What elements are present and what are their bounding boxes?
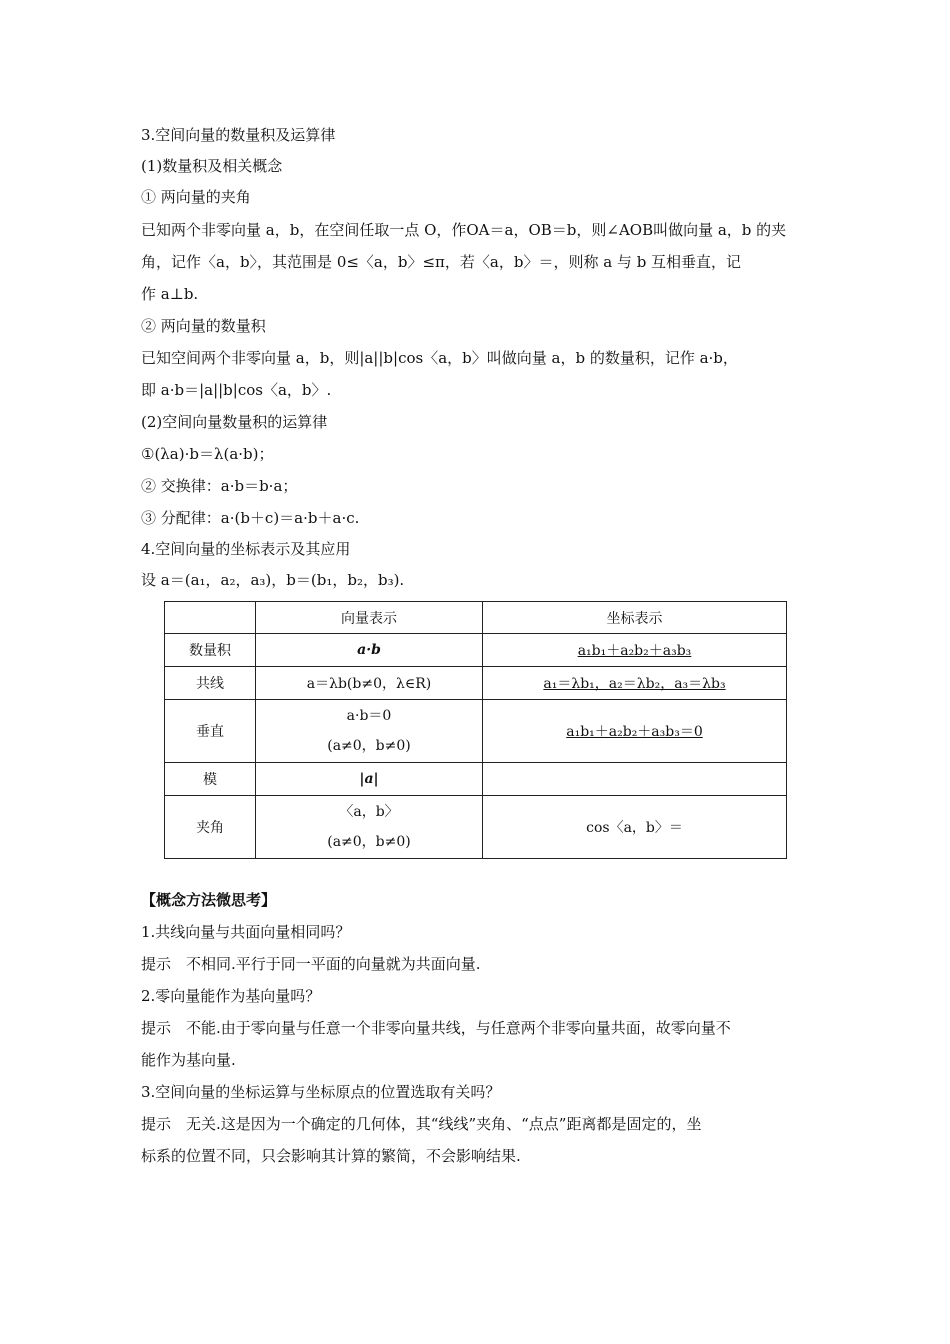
vector-form-line-2: (a≠0，b≠0): [327, 738, 411, 754]
coordinate-form-text: a₁＝λb₁，a₂＝λb₂，a₃＝λb₃: [543, 676, 726, 692]
law-commutative: ② 交换律：a·b＝b·a；: [141, 477, 298, 495]
row-label: 夹角: [165, 796, 256, 859]
vector-form-line-2: (a≠0，b≠0): [327, 834, 411, 850]
answer-3-line-2: 标系的位置不同，只会影响其计算的繁简，不会影响结果.: [141, 1147, 521, 1165]
coordinate-table: [164, 601, 787, 859]
law-1: ①(λa)·b＝λ(a·b)；: [141, 445, 274, 463]
coordinate-form: [483, 667, 787, 700]
table-header-empty: [165, 602, 256, 634]
answer-2-line-1: 提示 不能.由于零向量与任意一个非零向量共线，与任意两个非零向量共面，故零向量不: [141, 1019, 731, 1037]
table-row: [165, 667, 787, 700]
section-4-heading: 4.空间向量的坐标表示及其应用: [141, 540, 351, 558]
vector-form: a＝λb(b≠0，λ∈R): [256, 667, 483, 700]
row-label: 模: [165, 763, 256, 796]
angle-definition-line-1: 已知两个非零向量 a，b，在空间任取一点 O，作OA＝a，OB＝b，则∠AOB叫做向量 a，b 的夹: [141, 221, 787, 239]
angle-definition-line-3: 作 a⊥b.: [141, 285, 199, 303]
vector-form-line-1: a·b＝0: [346, 708, 392, 724]
table-row: [165, 763, 787, 796]
answer-3-line-1: 提示 无关.这是因为一个确定的几何体，其“线线”夹角、“点点”距离都是固定的，坐: [141, 1115, 702, 1133]
think-section-title: 【概念方法微思考】: [141, 891, 277, 909]
vector-form: [256, 700, 483, 763]
table-header-vector: 向量表示: [256, 602, 483, 634]
coordinate-form: [483, 763, 787, 796]
coordinate-form: [483, 700, 787, 763]
table-row: [165, 700, 787, 763]
row-label: 数量积: [165, 634, 256, 667]
section-3-heading: 3.空间向量的数量积及运算律: [141, 126, 336, 144]
question-1: 1.共线向量与共面向量相同吗？: [141, 923, 351, 941]
subsection-2-heading: (2)空间向量数量积的运算律: [141, 413, 328, 431]
dot-product-definition-line-1: 已知空间两个非零向量 a，b，则|a||b|cos〈a，b〉叫做向量 a，b 的数量积，记作 a·b，: [141, 349, 738, 367]
item-angle-heading: ① 两向量的夹角: [141, 188, 251, 206]
row-label: 垂直: [165, 700, 256, 763]
table-row: [165, 634, 787, 667]
answer-1: 提示 不相同.平行于同一平面的向量就为共面向量.: [141, 955, 481, 973]
question-3: 3.空间向量的坐标运算与坐标原点的位置选取有关吗？: [141, 1083, 501, 1101]
vector-form-line-1: 〈a，b〉: [339, 804, 399, 820]
angle-definition-line-2: 角，记作〈a，b〉，其范围是 0≤〈a，b〉≤π，若〈a，b〉＝，则称 a 与 b 互相垂直，记: [141, 253, 742, 271]
answer-2-line-2: 能作为基向量.: [141, 1051, 236, 1069]
coordinate-form-text: a₁b₁＋a₂b₂＋a₃b₃: [577, 643, 692, 659]
vector-form: |a|: [256, 763, 483, 796]
table-header-row: [165, 602, 787, 634]
subsection-1-heading: (1)数量积及相关概念: [141, 157, 283, 175]
question-2: 2.零向量能作为基向量吗？: [141, 987, 321, 1005]
coordinate-form: cos〈a，b〉＝: [483, 796, 787, 859]
vector-form: a·b: [256, 634, 483, 667]
row-label: 共线: [165, 667, 256, 700]
dot-product-definition-line-2: 即 a·b＝|a||b|cos〈a，b〉.: [141, 381, 332, 399]
coordinate-form: [483, 634, 787, 667]
table-row: [165, 796, 787, 859]
coordinate-form-text: a₁b₁＋a₂b₂＋a₃b₃＝0: [566, 724, 703, 740]
law-distributive: ③ 分配律：a·(b＋c)＝a·b＋a·c.: [141, 509, 360, 527]
item-dot-product-heading: ② 两向量的数量积: [141, 317, 266, 335]
vector-form: [256, 796, 483, 859]
coordinate-setup: 设 a＝(a₁，a₂，a₃)，b＝(b₁，b₂，b₃).: [141, 571, 405, 589]
table-header-coordinate: 坐标表示: [483, 602, 787, 634]
